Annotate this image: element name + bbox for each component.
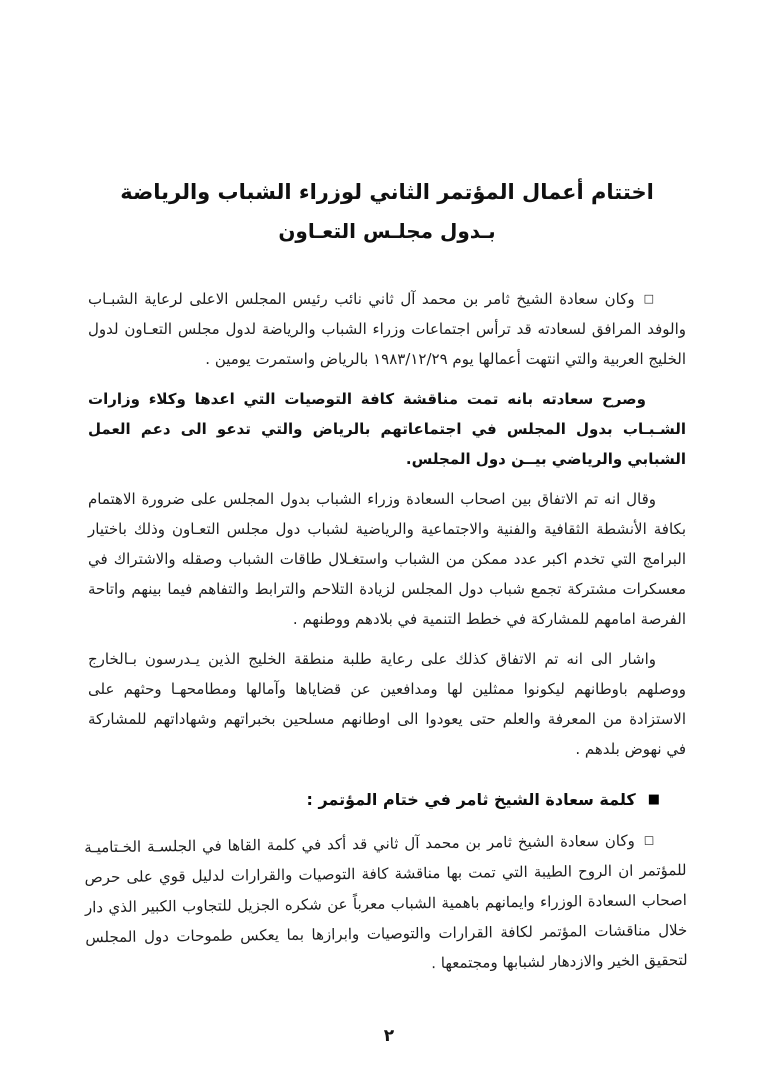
- paragraph-students: [88, 644, 686, 764]
- open-square-marker: □: [643, 292, 654, 305]
- paragraph-text: واشار الى انه تم الاتفاق كذلك على رعاية طلبة منطقة الخليج الذين يـدرسون بـالخارج ووصلهم باوطانهم ليكونوا ممثلين لها ومدافعين عن قضاياها وآمالها ومطامحهـا وحثهم على الاستزادة من المعرفة والعلم حتى يعودوا الى اوطانهم مسلحين بخبراتهم وشهاداتهم للمشاركة في نهوض بلدهم .: [88, 650, 686, 758]
- document-title: [88, 172, 686, 250]
- document-body: [84, 284, 688, 975]
- paragraph-text: وكان سعادة الشيخ ثامر بن محمد آل ثاني قد أكد في كلمة القاها في الجلسـة الخـتاميـة للمؤتمر ان الروح الطيبة التي تمت بها مناقشة كافة التوصيات والقرارات لدليل قوي على حرص اصحاب السعادة الوزراء وايمانهم باهمية الشباب معرباً عن شكره الجزيل للتجاوب الكبير الذي دار خلال مناقشات المؤتمر لكافة القرارات والتوصيات وابرازها بما يعكس طموحات دول المجلس لتحقيق الخير والازدهار لشبابها ومجتمعها .: [84, 831, 688, 973]
- paragraph-statement: [88, 384, 686, 474]
- section-heading-text: كلمة سعادة الشيخ ثامر في ختام المؤتمر :: [306, 790, 636, 809]
- filled-square-icon: ■: [647, 792, 660, 807]
- title-line-2: بـدول مجلـس التعـاون: [278, 219, 496, 243]
- paragraph-closing-speech: [84, 825, 688, 982]
- open-square-marker: □: [643, 833, 655, 847]
- title-line-1: اختتام أعمال المؤتمر الثاني لوزراء الشباب والرياضة: [120, 180, 654, 204]
- section-heading: [88, 790, 660, 809]
- paragraph-agreement: [88, 484, 686, 634]
- paragraph-opening: [88, 284, 686, 374]
- page-number: ٢: [383, 1026, 395, 1046]
- paragraph-text: وكان سعادة الشيخ ثامر بن محمد آل ثاني نائب رئيس المجلس الاعلى لرعاية الشبـاب والوفد المرافق لسعادته قد ترأس اجتماعات وزراء الشباب والرياضة لدول مجلس التعـاون لدول الخليج العربية والتي انتهت أعمالها يوم ١٩٨٣/١٢/٢٩ بالرياض واستمرت يومين .: [88, 290, 686, 368]
- paragraph-text: وصرح سعادته بانه تمت مناقشة كافة التوصيات التي اعدها وكلاء وزارات الشـبـاب بدول المجلس في اجتماعاتهم بالرياض والتي تدعو الى دعم العمل الشبابي والرياضي بيــن دول المجلس.: [88, 390, 686, 468]
- paragraph-text: وقال انه تم الاتفاق بين اصحاب السعادة وزراء الشباب بدول المجلس على ضرورة الاهتمام بكافة الأنشطة الثقافية والفنية والاجتماعية والرياضية لشباب دول مجلس التعـاون وذلك باختيار البرامج التي تخدم اكبر عدد ممكن من الشباب واستغـلال طاقات الشباب وصقله والاشتراك في معسكرات مشتركة تجمع شباب دول المجلس لزيادة التلاحم والترابط والتفاهم فيما بينهم واتاحة الفرصة امامهم للمشاركة في خطط التنمية في بلادهم ووطنهم .: [88, 490, 686, 628]
